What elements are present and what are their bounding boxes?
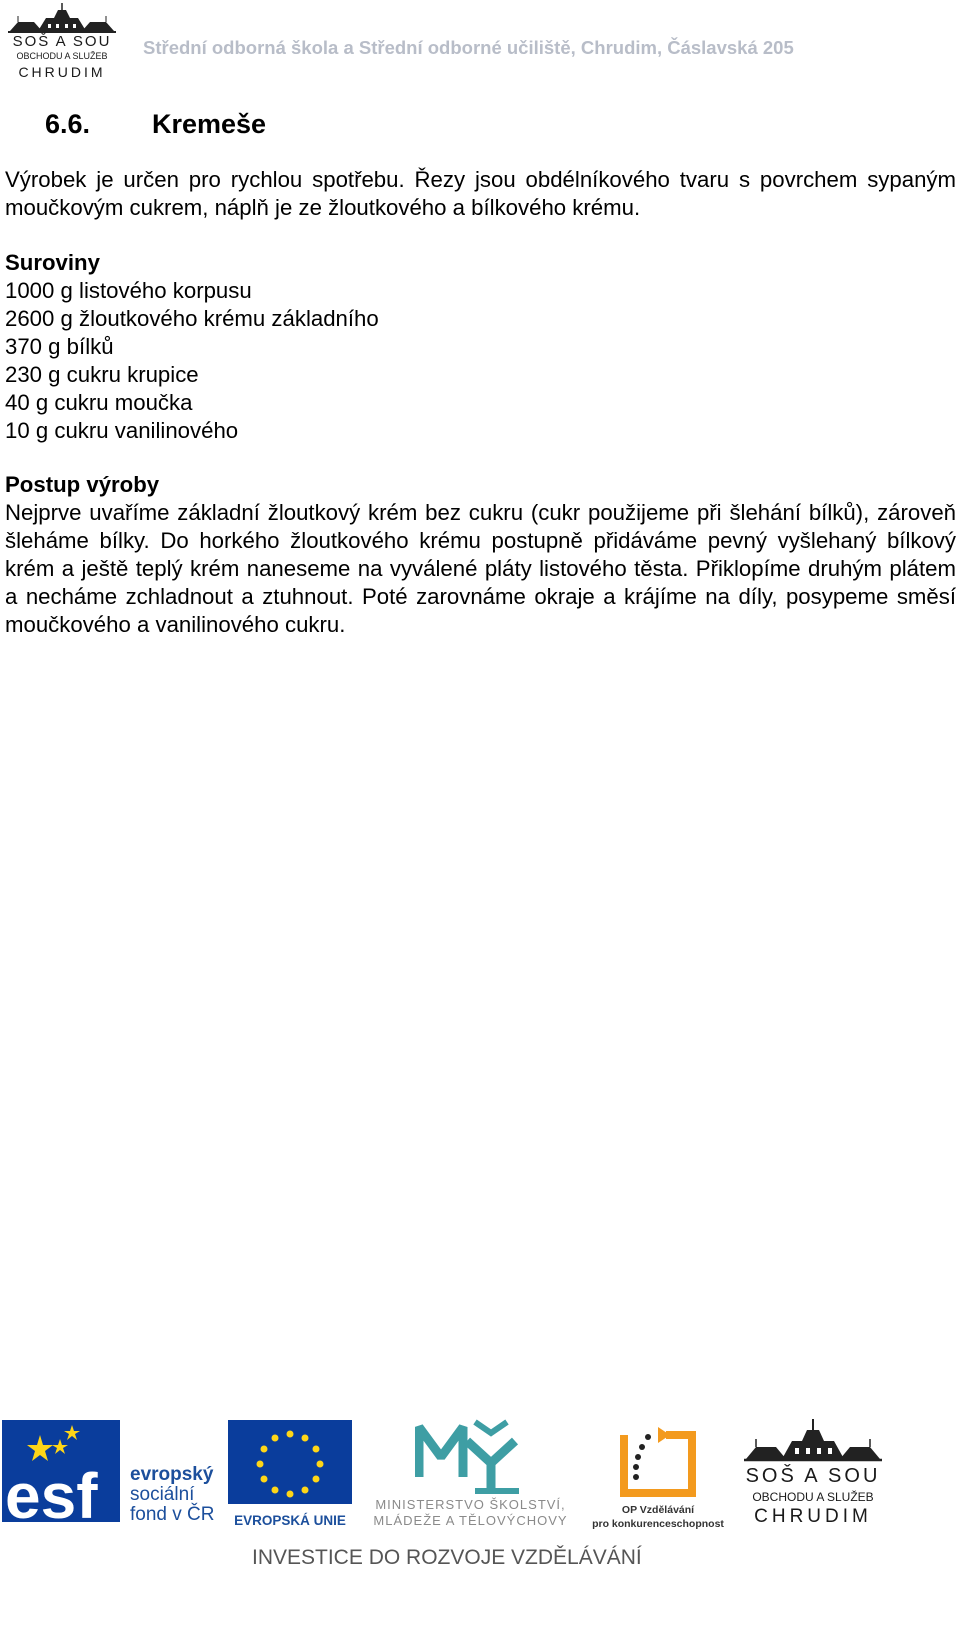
eu-label: EVROPSKÁ UNIE	[234, 1513, 346, 1528]
list-item: 40 g cukru moučka	[5, 390, 193, 415]
logo-line3: CHRUDIM	[18, 64, 106, 80]
page-header	[0, 0, 960, 85]
procedure-heading: Postup výroby	[5, 472, 160, 497]
op-arrows-icon	[618, 1423, 700, 1501]
chateau-icon	[4, 2, 120, 34]
list-item: 10 g cukru vanilinového	[5, 418, 239, 443]
procedure-paragraph: Nejprve uvaříme základní žloutkový krém bez cukru (cukr použijeme při šlehání bílků), zároveň šleháme bílky. Do horkého žloutkového krému postupně přidáváme pevný vyšlehaný bílkový krém a ještě teplý krém naneseme na vyválené pláty listového těsta. Přiklopíme druhým plátem a necháme zchladnout a ztuhnout. Poté zarovnáme okraje a krájíme na díly, posypeme směsí moučkového a vanilinového cukru.	[5, 500, 956, 637]
esf-label	[130, 1465, 214, 1525]
esf-line3: fond v ČR	[130, 1504, 215, 1525]
esf-icon	[0, 1415, 125, 1527]
header-title: Střední odborná škola a Střední odborné učiliště, Chrudim, Čáslavská 205	[143, 37, 794, 58]
esf-line1: evropský	[130, 1464, 214, 1485]
esf-line2: sociální	[130, 1484, 195, 1505]
school-logo	[4, 2, 120, 80]
op-label	[588, 1503, 728, 1531]
ingredients-list	[5, 277, 379, 445]
op-line1: OP Vzdělávání	[621, 1504, 695, 1516]
ingredients-heading: Suroviny	[5, 250, 100, 275]
eu-stars-icon	[228, 1420, 352, 1504]
intro-paragraph: Výrobek je určen pro rychlou spotřebu. Řezy jsou obdélníkového tvaru s povrchem sypaným moučkovým cukrem, náplň je ze žloutkového a bílkového krému.	[5, 167, 956, 220]
msmt-label	[363, 1497, 578, 1529]
msmt-line2: MLÁDEŽE A TĚLOVÝCHOVY	[373, 1513, 568, 1528]
school-logo-footer	[738, 1417, 888, 1527]
footer-tagline: INVESTICE DO ROZVOJE VZDĚLÁVÁNÍ	[252, 1546, 642, 1569]
logo-line2: OBCHODU A SLUŽEB	[16, 51, 108, 61]
section-heading	[45, 109, 266, 140]
esf-logo	[0, 1415, 225, 1530]
list-item: 2600 g žloutkového krému základního	[5, 306, 379, 331]
msmt-logo	[415, 1417, 525, 1497]
footer-logo-line1: SOŠ A SOU	[745, 1465, 881, 1487]
op-logo	[618, 1423, 700, 1501]
footer-logo-line2: OBCHODU A SLUŽEB	[752, 1490, 874, 1504]
section-title: Kremeše	[152, 109, 267, 139]
page-footer	[0, 1415, 960, 1641]
chateau-icon	[738, 1417, 888, 1463]
op-line2: pro konkurenceschopnost	[592, 1518, 724, 1530]
list-item: 370 g bílků	[5, 334, 114, 359]
eu-flag	[228, 1420, 352, 1500]
msmt-line1: MINISTERSTVO ŠKOLSTVÍ,	[375, 1497, 566, 1512]
svg-text:esf: esf	[5, 1460, 98, 1527]
list-item: 230 g cukru krupice	[5, 362, 199, 387]
msmt-icon	[415, 1417, 525, 1495]
section-number: 6.6.	[45, 109, 91, 139]
list-item: 1000 g listového korpusu	[5, 278, 252, 303]
footer-logo-line3: CHRUDIM	[754, 1506, 872, 1527]
logo-line1: SOŠ A SOU	[12, 33, 112, 50]
